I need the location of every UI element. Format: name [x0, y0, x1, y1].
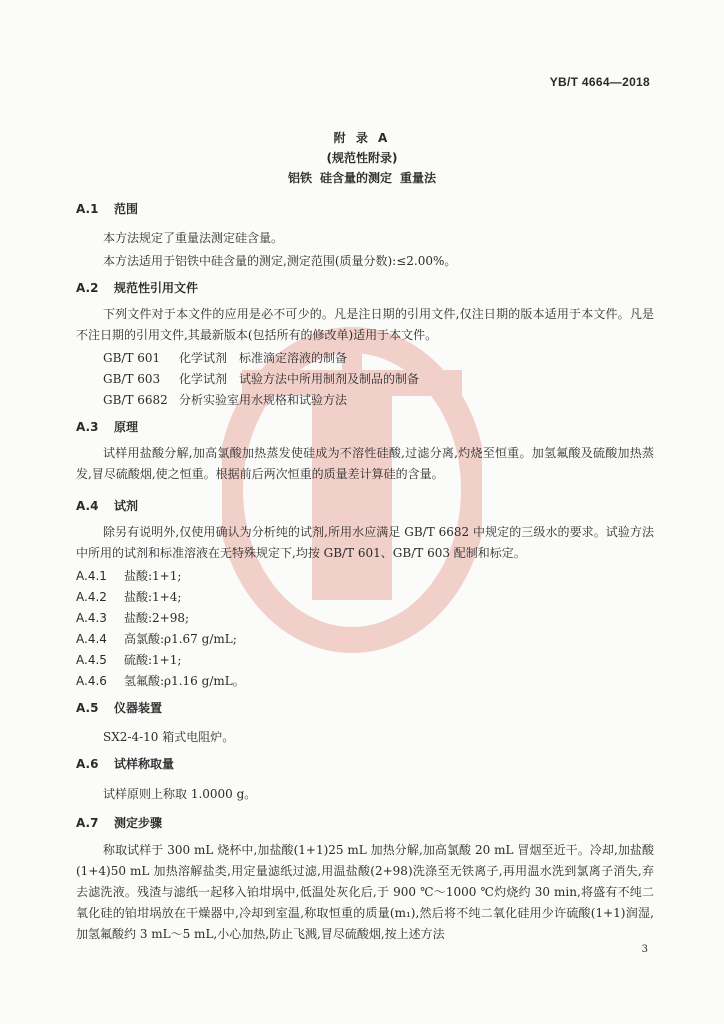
section-heading-a5: A.5 仪器装置	[76, 701, 163, 715]
a2-paragraph: 下列文件对于本文件的应用是必不可少的。凡是注日期的引用文件,仅注日期的版本适用于本文件。凡是不注日期的引用文件,其最新版本(包括所有的修改单)适用于本文件。	[76, 307, 654, 342]
annex-type: (规范性附录)	[326, 151, 398, 165]
reagent-item: A.4.6 氢氟酸:ρ1.16 g/mL。	[76, 674, 245, 688]
reference-item: GB/T 6682 分析实验室用水规格和试验方法	[103, 393, 348, 407]
a7-paragraph: 称取试样于 300 mL 烧杯中,加盐酸(1+1)25 mL 加热分解,加高氯酸 20 mL 冒烟至近干。冷却,加盐酸(1+4)50 mL 加热溶解盐类,用定量滤纸过滤,用温盐酸(2+98)洗涤至无铁离子,再用温水洗到氯离子消失,弃去滤洗液。残渣与滤纸一起移入铂坩埚中,低温处灰化后,于 900 ℃～1000 ℃灼烧约 30 min,将盛有不纯二氧化硅的铂坩埚放在干燥器中,冷却到室温,称取恒重的质量(m₁),然后将不纯二氧化硅用少许硫酸(1+1)润湿,加氢氟酸约 3 mL～5 mL,小心加热,防止飞溅,冒尽硫酸烟,按上述方法	[76, 843, 654, 941]
section-heading-a2: A.2 规范性引用文件	[76, 281, 199, 295]
section-heading-a7: A.7 测定步骤	[76, 816, 163, 830]
section-heading-a1: A.1 范围	[76, 202, 139, 216]
annex-heading	[0, 128, 724, 188]
a4-paragraph: 除另有说明外,仅使用确认为分析纯的试剂,所用水应满足 GB/T 6682 中规定的三级水的要求。试验方法中所用的试剂和标准溶液在无特殊规定下,均按 GB/T 601、GB/T 603 配制和标定。	[76, 525, 654, 560]
reference-item: GB/T 601 化学试剂 标准滴定溶液的制备	[103, 351, 348, 365]
reagent-item: A.4.4 高氯酸:ρ1.67 g/mL;	[76, 632, 237, 646]
reagent-item: A.4.1 盐酸:1+1;	[76, 569, 182, 583]
a3-paragraph: 试样用盐酸分解,加高氯酸加热蒸发使硅成为不溶性硅酸,过滤分离,灼烧至恒重。加氢氟酸及硫酸加热蒸发,冒尽硫酸烟,使之恒重。根据前后两次恒重的质量差计算硅的含量。	[76, 446, 654, 481]
reagent-item: A.4.5 硫酸:1+1;	[76, 653, 182, 667]
section-heading-a6: A.6 试样称取量	[76, 757, 175, 771]
page-number: 3	[641, 944, 648, 955]
reagent-item: A.4.3 盐酸:2+98;	[76, 611, 190, 625]
a1-paragraph-1: 本方法规定了重量法测定硅含量。	[103, 231, 284, 245]
section-heading-a3: A.3 原理	[76, 420, 139, 434]
a1-paragraph-2: 本方法适用于铝铁中硅含量的测定,测定范围(质量分数):≤2.00%。	[103, 254, 457, 268]
section-heading-a4: A.4 试剂	[76, 499, 139, 513]
annex-label: 附 录 A	[333, 131, 391, 145]
a5-paragraph: SX2-4-10 箱式电阻炉。	[103, 730, 235, 744]
reference-item: GB/T 603 化学试剂 试验方法中所用制剂及制品的制备	[103, 372, 420, 386]
a6-paragraph: 试样原则上称取 1.0000 g。	[103, 787, 257, 801]
annex-title: 铝铁 硅含量的测定 重量法	[287, 171, 437, 185]
standard-code: YB/T 4664—2018	[549, 75, 650, 89]
reagent-item: A.4.2 盐酸:1+4;	[76, 590, 182, 604]
